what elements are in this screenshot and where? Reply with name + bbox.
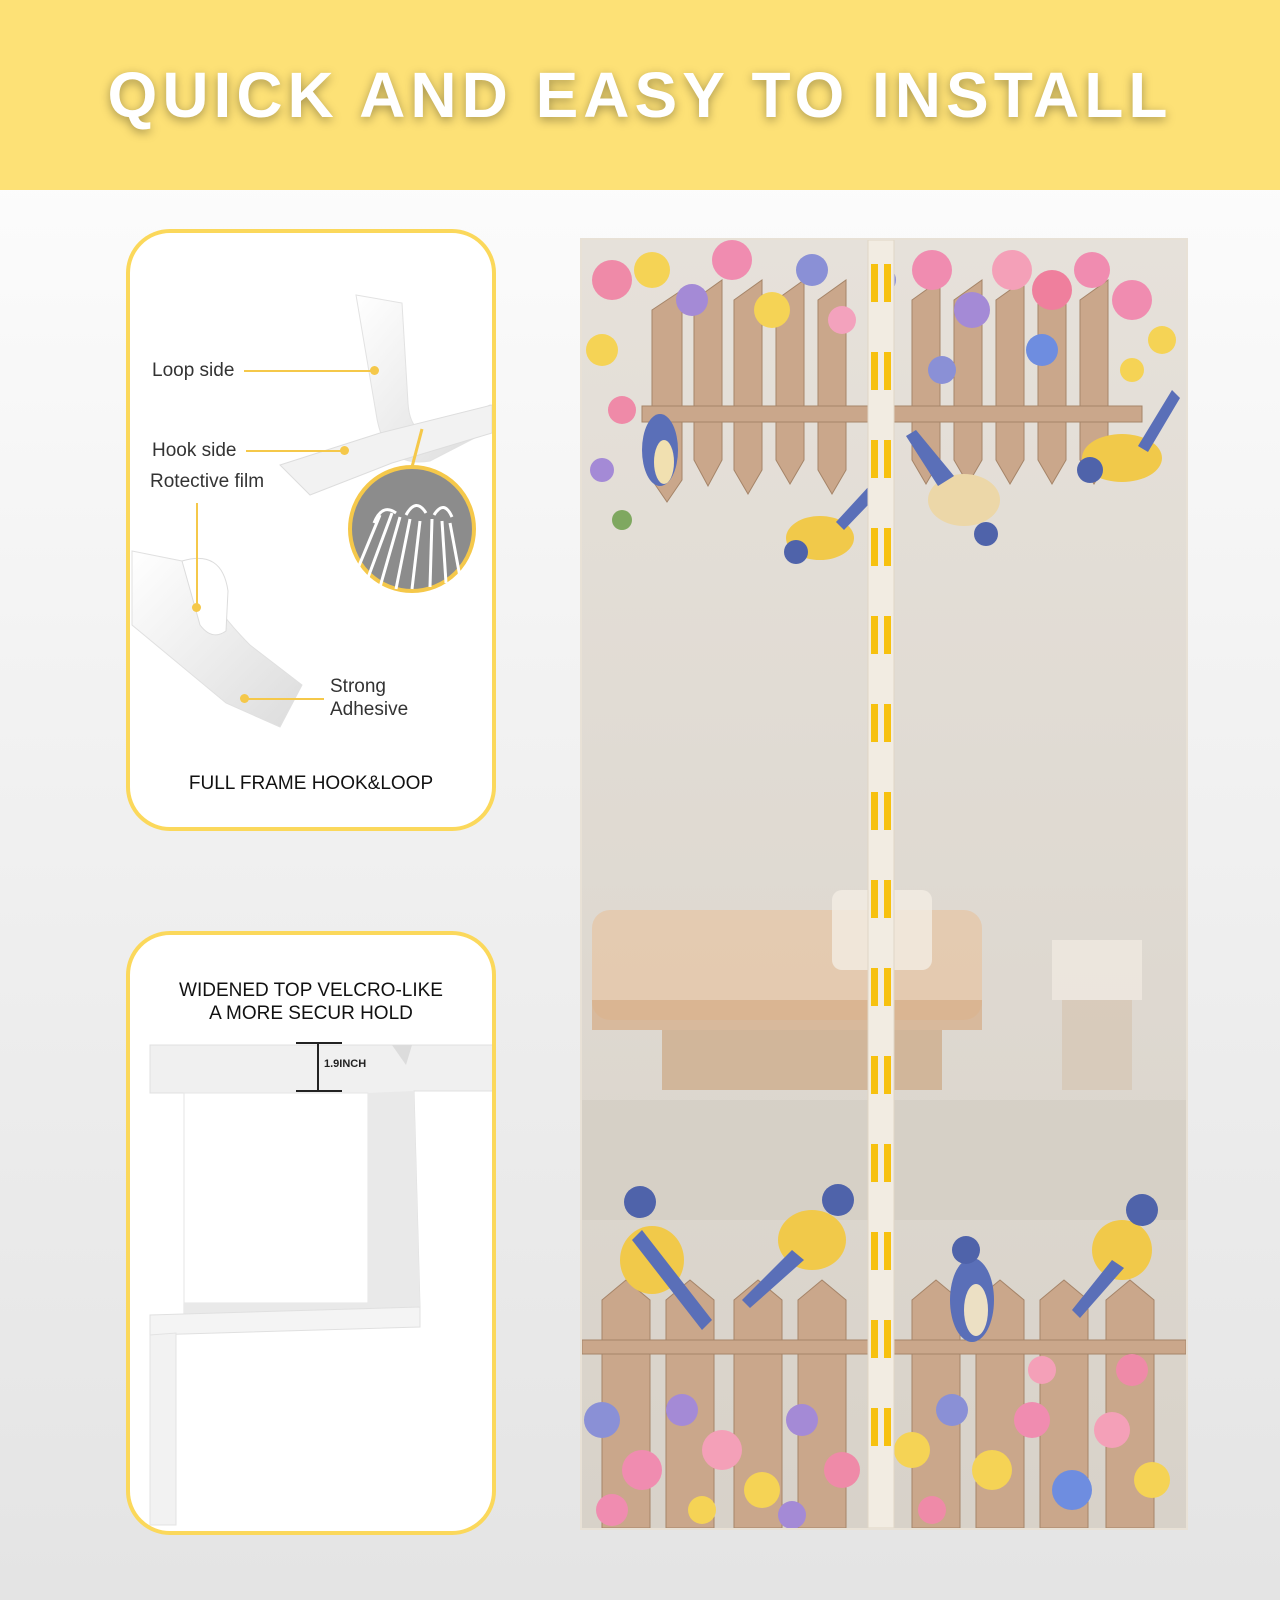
hook-loop-caption: FULL FRAME HOOK&LOOP xyxy=(188,773,434,794)
protective-film-label: Rotective film xyxy=(150,471,265,492)
strong-adhesive-dot xyxy=(240,694,249,703)
frame-corner-illustration xyxy=(130,935,496,1535)
hook-side-dot xyxy=(340,446,349,455)
velcro-card-title-line1: WIDENED TOP VELCRO-LIKE xyxy=(179,980,443,1001)
hook-side-leader xyxy=(246,450,342,452)
strong-adhesive-label-2: Adhesive xyxy=(330,699,409,720)
strong-adhesive-label-1: Strong xyxy=(330,676,386,697)
protective-film-leader xyxy=(196,503,198,607)
measurement-label: 1.9INCH xyxy=(324,1058,367,1070)
loop-side-leader xyxy=(244,370,372,372)
velcro-card-title-line2: A MORE SECUR HOLD xyxy=(209,1003,413,1024)
protective-film-dot xyxy=(192,603,201,612)
loop-side-dot xyxy=(370,366,379,375)
velcro-card xyxy=(126,931,496,1535)
hook-side-label: Hook side xyxy=(152,440,237,461)
loop-side-label: Loop side xyxy=(152,360,235,381)
hook-loop-card xyxy=(126,229,496,831)
banner-title: QUICK AND EASY TO INSTALL xyxy=(107,59,1173,131)
velcro-tape-illustration xyxy=(130,233,496,831)
magnetic-screen-door xyxy=(580,238,1188,1530)
strong-adhesive-leader xyxy=(244,698,324,700)
header-banner xyxy=(0,0,1280,190)
door-artwork xyxy=(582,240,1186,1528)
